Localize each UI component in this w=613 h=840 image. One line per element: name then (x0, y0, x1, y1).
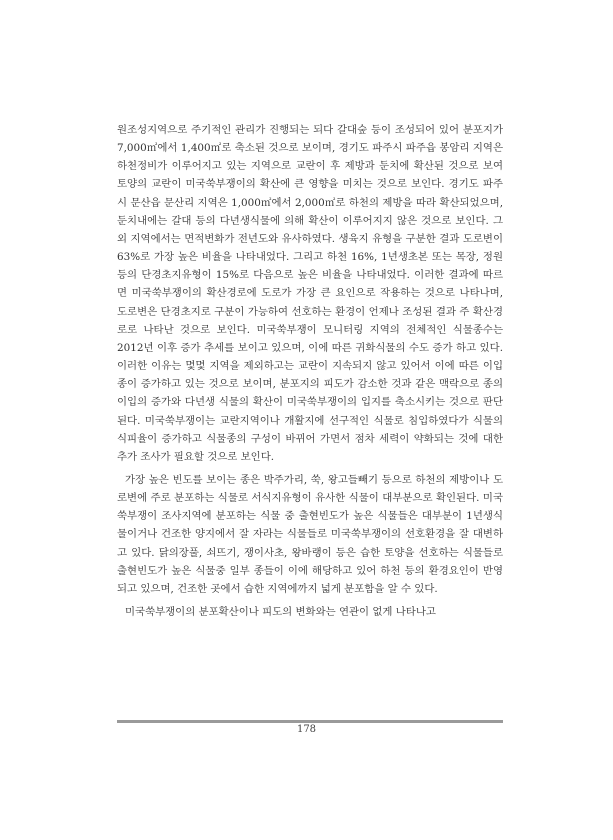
paragraph-3: 미국쑥부쟁이의 분포확산이나 피도의 변화와는 연관이 없게 나타나고 (125, 606, 436, 619)
paragraph-1: 원조성지역으로 주기적인 관리가 진행되는 되다 갈대숲 등이 조성되어 있어 분포지가 7,000㎡에서 1,400㎡로 축소된 것으로 보이며, 경기도 파주시 파주읍 봉암리 지역은 하천정비가 이루어지고 있는 지역으로 교란이 후 제방과 둔치에 확산된 것으로 보여 토양의 교란이 미국쑥부쟁이의 확산에 큰 영향을 미치는 것으로 보인다. 경기도 파주시 문산읍 문산리 지역은 1,000㎡에서 2,000㎡로 하천의 제방을 따라 확산되었으며, 둔치내에는 갈대 등의 다년생식물에 의해 확산이 이루어지지 않은 것으로 보인다. 그 외 지역에서는 면적변화가 전년도와 유사하였다. 생육지 유형을 구분한 결과 도로변이 63%로 가장 높은 비율을 나타내었다. 그리고 하천 16%, 1년생초본 또는 목장, 정원등의 단경초지유형이 15%로 다음으로 높은 비율을 나타내었다. 이러한 결과에 따르면 미국쑥부쟁이의 확산경로에 도로가 가장 큰 요인으로 작용하는 것으로 나타나며, 도로변은 단경초지로 구분이 가능하여 선호하는 환경이 언제나 조성된 결과 주 확산경로로 나타난 것으로 보인다. 미국쑥부쟁이 모니터링 지역의 전체적인 식물종수는 2012년 이후 증가 추세를 보이고 있으며, 이에 따른 귀화식물의 수도 증가 하고 있다. 이러한 이유는 몇몇 지역을 제외하고는 교란이 지속되지 않고 있어서 이에 따른 이입종이 증가하고 있는 것으로 보이며, 분포지의 피도가 감소한 것과 같은 맥락으로 종의 이입의 증가와 다년생 식물의 확산이 미국쑥부쟁이의 입지를 축소시키는 것으로 판단된다. 미국쑥부쟁이는 교란지역이나 개활지에 선구적인 식물로 침입하였다가 식물의 식피율이 증가하고 식물종의 구성이 바뀌어 가면서 점차 세력이 약화되는 것에 대한 추가 조사가 필요할 것으로 보인다. (117, 124, 503, 463)
footer-rule (117, 720, 503, 723)
paragraph-2: 가장 높은 빈도를 보이는 종은 박주가리, 쑥, 왕고들빼기 등으로 하천의 제방이나 도로변에 주로 분포하는 식물로 서식지유형이 유사한 식물이 대부분으로 확인된다. 미국쑥부쟁이 조사지역에 분포하는 식물 중 출현빈도가 높은 식물들은 대부분이 1년생식물이거나 건조한 양지에서 잘 자라는 식물들로 미국쑥부쟁이의 선호환경을 잘 대변하고 있다. 닭의장풀, 쇠뜨기, 쟁이사초, 왕바랭이 등은 습한 토양을 선호하는 식물들로 출현빈도가 높은 식물중 일부 종들이 이에 해당하고 있어 하천 등의 환경요인이 반영되고 있으며, 건조한 곳에서 습한 지역에까지 넓게 분포함을 알 수 있다. (117, 473, 503, 595)
page-number: 178 (296, 724, 317, 735)
body-text (117, 121, 503, 621)
